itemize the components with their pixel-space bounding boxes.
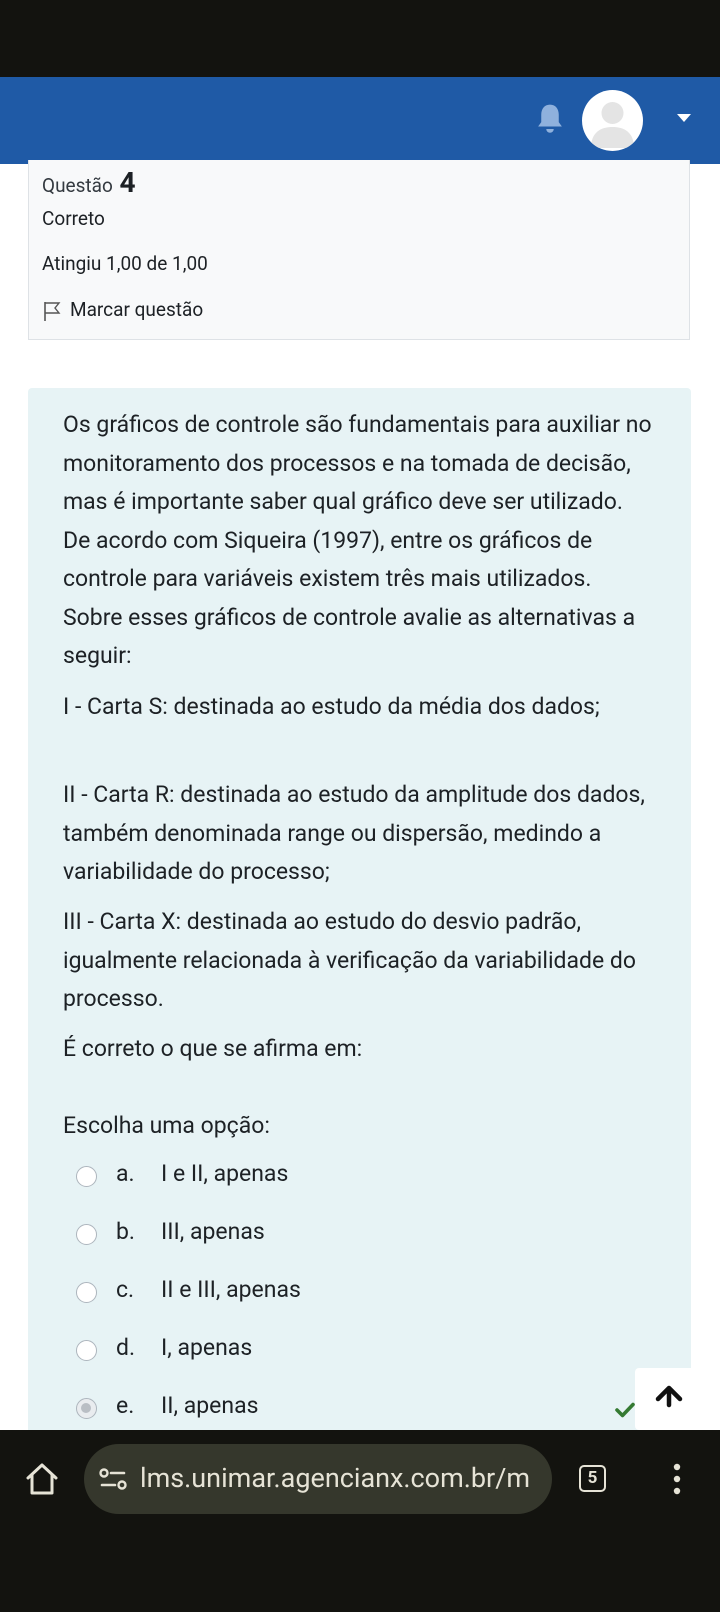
option-letter: b. (116, 1218, 135, 1245)
user-avatar[interactable] (582, 90, 643, 151)
url-bar[interactable] (84, 1444, 552, 1514)
answer-option-a[interactable] (76, 1160, 636, 1200)
option-text: II e III, apenas (161, 1276, 301, 1303)
radio-button-selected[interactable] (76, 1398, 97, 1419)
question-number: 4 (119, 166, 136, 199)
question-state: Correto (42, 207, 105, 230)
answer-option-d[interactable] (76, 1334, 636, 1374)
option-text: III, apenas (161, 1218, 265, 1245)
flag-question-link[interactable]: Marcar questão (70, 298, 204, 321)
tab-switcher-button[interactable]: 5 (579, 1465, 606, 1492)
answer-option-c[interactable] (76, 1276, 636, 1316)
radio-button[interactable] (76, 1166, 97, 1187)
radio-button[interactable] (76, 1224, 97, 1245)
option-letter: e. (116, 1392, 135, 1419)
question-intro-text: Os gráficos de controle são fundamentais para auxiliar no monitoramento dos processos e na tomada de decisão, mas é importante saber qual gráfico deve ser utilizado. De acordo com Siqueira (1997), entre os gráficos de controle para variáveis existem três mais utilizados. Sobre esses gráficos de controle avalie as alternativas a seguir: (63, 411, 652, 669)
question-item-2: II - Carta R: destinada ao estudo da amplitude dos dados, também denominada range ou dispersão, medindo a variabilidade do processo; (63, 781, 645, 885)
question-label-text: Questão (42, 174, 113, 197)
status-bar (0, 0, 720, 77)
option-text: II, apenas (161, 1392, 259, 1419)
user-menu-dropdown-icon[interactable] (677, 114, 691, 122)
url-text: lms.unimar.agencianx.com.br/m (140, 1462, 531, 1494)
notification-bell-icon[interactable] (535, 102, 565, 136)
correct-check-icon (615, 1402, 635, 1418)
site-settings-icon[interactable] (98, 1468, 128, 1490)
home-icon[interactable] (24, 1461, 60, 1497)
answer-option-e[interactable] (76, 1392, 636, 1432)
question-item-3: III - Carta X: destinada ao estudo do desvio padrão, igualmente relacionada à verificação da variabilidade do processo. (63, 908, 636, 1012)
choose-option-label: Escolha uma opção: (63, 1112, 270, 1139)
question-grade: Atingiu 1,00 de 1,00 (42, 252, 208, 275)
option-text: I e II, apenas (161, 1160, 289, 1187)
flag-icon[interactable] (42, 300, 62, 322)
option-text: I, apenas (161, 1334, 253, 1361)
option-letter: d. (116, 1334, 136, 1361)
answer-option-b[interactable] (76, 1218, 636, 1258)
arrow-up-icon (635, 1368, 720, 1430)
option-letter: c. (116, 1276, 135, 1303)
radio-button[interactable] (76, 1282, 97, 1303)
question-number-label (42, 166, 136, 199)
user-icon (582, 90, 643, 151)
radio-button[interactable] (76, 1340, 97, 1361)
option-letter: a. (116, 1160, 135, 1187)
back-to-top-button[interactable] (635, 1368, 720, 1430)
question-item-1: I - Carta S: destinada ao estudo da média dos dados; (63, 693, 600, 720)
more-options-icon[interactable] (671, 1463, 683, 1495)
question-prompt: É correto o que se afirma em: (63, 1035, 363, 1062)
